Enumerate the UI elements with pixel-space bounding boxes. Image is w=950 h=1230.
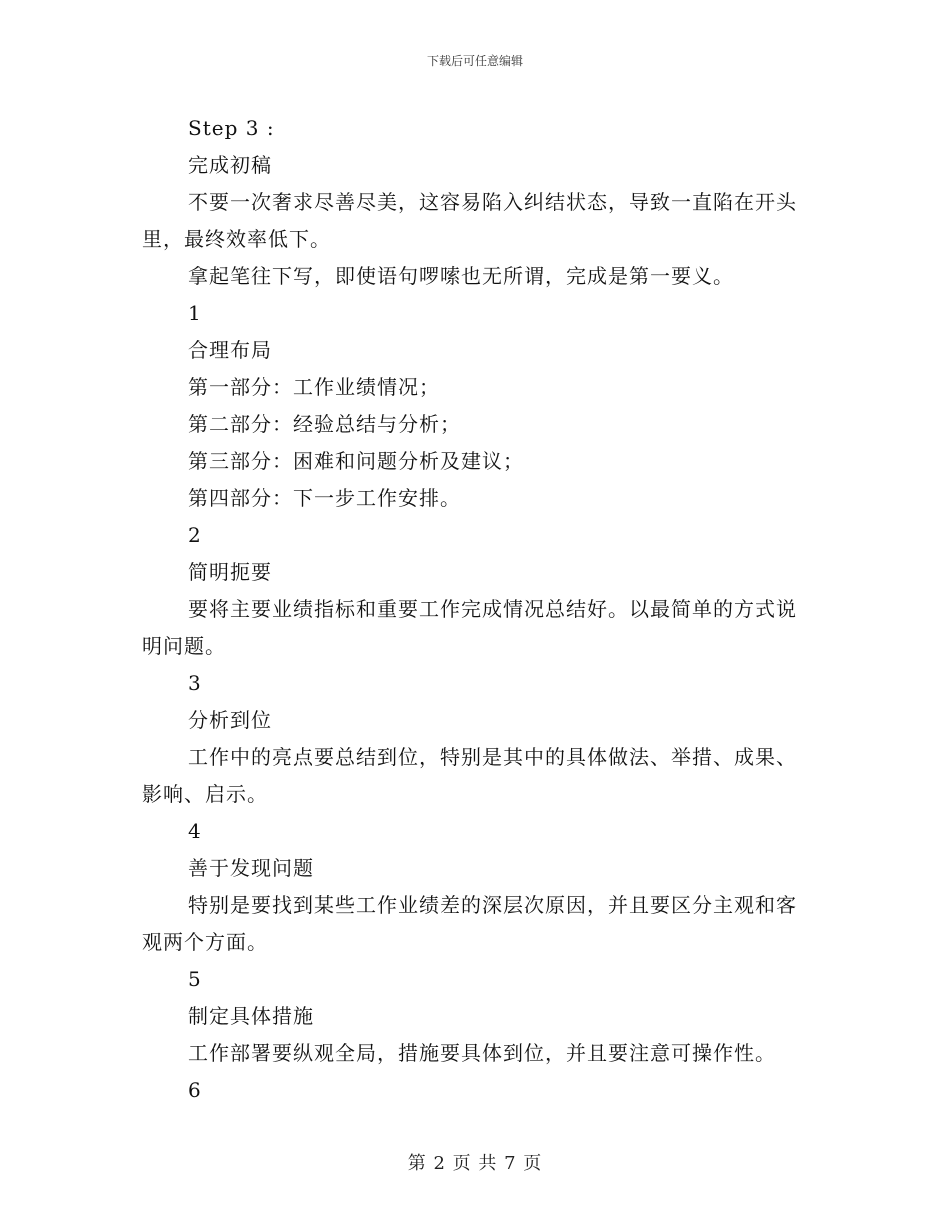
document-body	[142, 110, 810, 1109]
section-number: 1	[188, 301, 202, 325]
section-title: 制定具体措施	[188, 1004, 314, 1028]
paragraph-draft-advice-2: 拿起笔往下写，即使语句啰嗦也无所谓，完成是第一要义。	[188, 264, 734, 288]
paragraph-draft-advice: 不要一次奢求尽善尽美，这容易陷入纠结状态，导致一直陷在开头里，最终效率低下。	[142, 190, 797, 251]
paragraph-step-heading: Step 3 :	[188, 116, 275, 140]
section-title: 分析到位	[188, 708, 272, 732]
section-body: 特别是要找到某些工作业绩差的深层次原因，并且要区分主观和客观两个方面。	[142, 893, 797, 954]
section-number: 4	[188, 819, 202, 843]
section-body: 工作中的亮点要总结到位，特别是其中的具体做法、举措、成果、影响、启示。	[142, 745, 797, 806]
section-title: 简明扼要	[188, 560, 272, 584]
page-footer: 第 2 页 共 7 页	[407, 1153, 543, 1174]
section-number: 3	[188, 671, 202, 695]
list-item: 第一部分：工作业绩情况；	[188, 375, 440, 399]
page-header: 下载后可任意编辑	[426, 54, 523, 68]
section-title: 善于发现问题	[188, 856, 314, 880]
section-body: 要将主要业绩指标和重要工作完成情况总结好。以最简单的方式说明问题。	[142, 597, 797, 658]
section-body: 工作部署要纵观全局，措施要具体到位，并且要注意可操作性。	[188, 1041, 776, 1065]
section-number: 6	[188, 1078, 202, 1102]
section-number: 2	[188, 523, 202, 547]
list-item: 第三部分：困难和问题分析及建议；	[188, 449, 524, 473]
paragraph-draft-title: 完成初稿	[188, 153, 272, 177]
list-item: 第四部分：下一步工作安排。	[188, 486, 461, 510]
section-title: 合理布局	[188, 338, 272, 362]
section-number: 5	[188, 967, 202, 991]
list-item: 第二部分：经验总结与分析；	[188, 412, 461, 436]
